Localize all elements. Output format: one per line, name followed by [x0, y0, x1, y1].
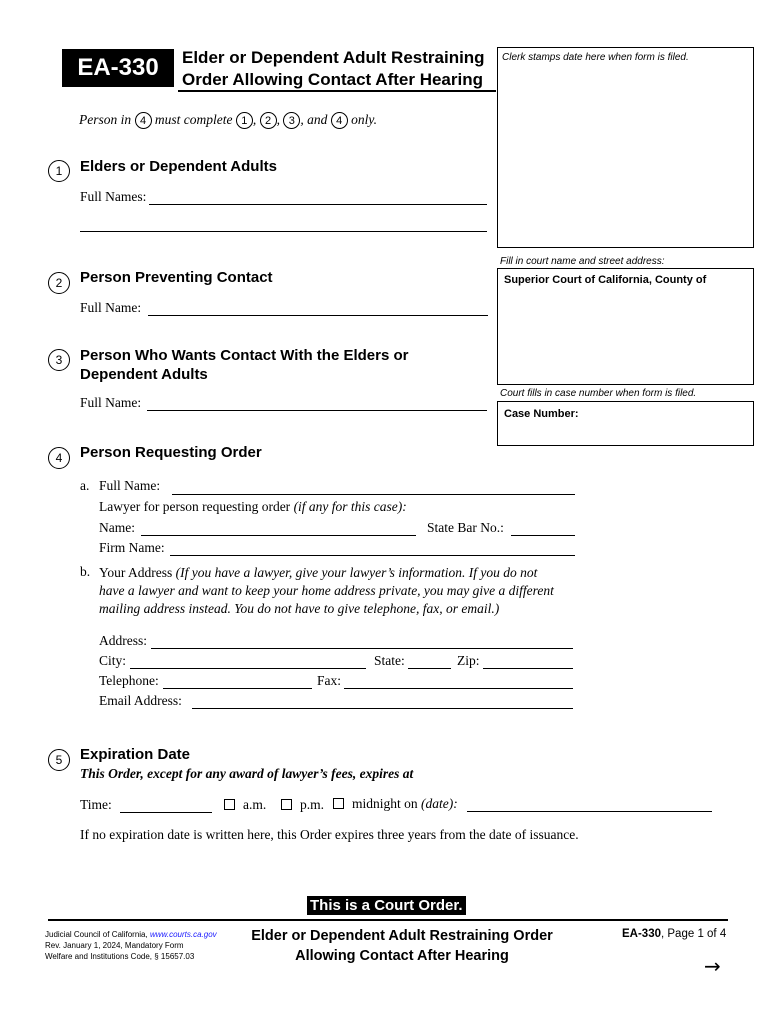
footer-title: Elder or Dependent Adult Restraining Order Allowing Contact After Hearing	[251, 928, 553, 964]
court-name-box[interactable]	[497, 268, 754, 385]
section-3-title: Person Who Wants Contact With the Elders or Dependent Adults	[80, 347, 409, 383]
court-instruction: Fill in court name and street address:	[500, 256, 665, 267]
case-number-label: Case Number:	[504, 408, 579, 420]
telephone-label: Telephone:	[99, 673, 159, 688]
full-names-field-2[interactable]	[80, 231, 487, 232]
am-label: a.m.	[243, 797, 267, 812]
preventer-name-field[interactable]	[148, 315, 488, 316]
title-rule	[178, 90, 496, 92]
circle-number: 2	[260, 112, 277, 129]
telephone-field[interactable]	[163, 688, 312, 689]
lawyer-name-label: Name:	[99, 520, 135, 535]
pm-label: p.m.	[300, 797, 325, 812]
city-field[interactable]	[130, 668, 366, 669]
footer-rule	[48, 919, 728, 921]
section-5-title: Expiration Date	[80, 746, 191, 763]
wants-contact-name-label: Full Name:	[80, 395, 142, 410]
clerk-stamp-label: Clerk stamps date here when form is filed.	[502, 52, 689, 63]
am-checkbox[interactable]	[224, 799, 235, 810]
item-a-marker: a.	[80, 478, 90, 493]
next-page-arrow-icon[interactable]: →	[704, 954, 721, 978]
full-names-label: Full Names:	[80, 189, 147, 204]
fax-field[interactable]	[344, 688, 573, 689]
state-bar-field[interactable]	[511, 535, 575, 536]
midnight-checkbox[interactable]	[333, 798, 344, 809]
state-field[interactable]	[408, 668, 451, 669]
circle-number: 4	[135, 112, 152, 129]
form-number: EA-330	[62, 49, 174, 87]
wants-contact-name-field[interactable]	[147, 410, 487, 411]
section-2-title: Person Preventing Contact	[80, 269, 273, 286]
time-label: Time:	[80, 797, 112, 812]
city-label: City:	[99, 653, 127, 668]
circle-number: 3	[283, 112, 300, 129]
form-title	[182, 47, 485, 91]
section-4-title: Person Requesting Order	[80, 444, 262, 461]
expiration-date-field[interactable]	[467, 811, 712, 812]
state-bar-label: State Bar No.:	[427, 520, 504, 535]
email-label: Email Address:	[99, 693, 182, 708]
section-4-number: 4	[48, 447, 70, 469]
footer-publisher: Judicial Council of California, www.courts.ca.gov Rev. January 1, 2024, Mandatory Form Welfare and Institutions Code, § 15657.03	[45, 930, 217, 961]
expiration-note: If no expiration date is written here, this Order expires three years from the date of issuance.	[80, 827, 579, 842]
case-number-box[interactable]	[497, 401, 754, 446]
case-instruction: Court fills in case number when form is filed.	[500, 388, 697, 399]
section-3-number: 3	[48, 349, 70, 371]
full-names-field[interactable]	[149, 204, 487, 205]
address-label: Address:	[99, 633, 147, 648]
circle-number: 4	[331, 112, 348, 129]
form-title-line2: Order Allowing Contact After Hearing	[182, 70, 483, 89]
section-1-title: Elders or Dependent Adults	[80, 158, 277, 175]
intro-instruction: Person in 4 must complete 1 , 2 , 3 , and 4 only.	[79, 112, 377, 129]
preventer-name-label: Full Name:	[80, 300, 142, 315]
section-5-number: 5	[48, 749, 70, 771]
clerk-stamp-box	[497, 47, 754, 248]
court-order-banner: This is a Court Order.	[307, 896, 466, 915]
firm-name-label: Firm Name:	[99, 540, 165, 555]
requester-name-label: Full Name:	[99, 478, 161, 493]
court-name-label: Superior Court of California, County of	[504, 274, 707, 286]
item-b-marker: b.	[80, 564, 91, 579]
midnight-label: midnight on (date):	[352, 796, 458, 811]
address-field[interactable]	[151, 648, 573, 649]
zip-label: Zip:	[457, 653, 480, 668]
requester-name-field[interactable]	[172, 494, 575, 495]
circle-number: 1	[236, 112, 253, 129]
email-field[interactable]	[192, 708, 573, 709]
state-label: State:	[374, 653, 405, 668]
lawyer-label: Lawyer for person requesting order (if any for this case):	[99, 499, 407, 514]
address-instructions: Your Address (If you have a lawyer, give your lawyer’s information. If you do not have a lawyer and want to keep your home address private, you may give a different mailing address instead. You do not have to give telephone, fax, or email.)	[99, 565, 554, 616]
time-field[interactable]	[120, 812, 212, 813]
section-2-number: 2	[48, 272, 70, 294]
form-title-line1: Elder or Dependent Adult Restraining	[182, 48, 485, 67]
footer-page: EA-330, Page 1 of 4	[622, 928, 727, 940]
courts-website-link[interactable]: www.courts.ca.gov	[149, 930, 217, 939]
expiration-subtitle: This Order, except for any award of lawyer’s fees, expires at	[80, 766, 414, 781]
pm-checkbox[interactable]	[281, 799, 292, 810]
zip-field[interactable]	[483, 668, 573, 669]
section-1-number: 1	[48, 160, 70, 182]
firm-name-field[interactable]	[170, 555, 575, 556]
fax-label: Fax:	[317, 673, 342, 688]
lawyer-name-field[interactable]	[141, 535, 416, 536]
